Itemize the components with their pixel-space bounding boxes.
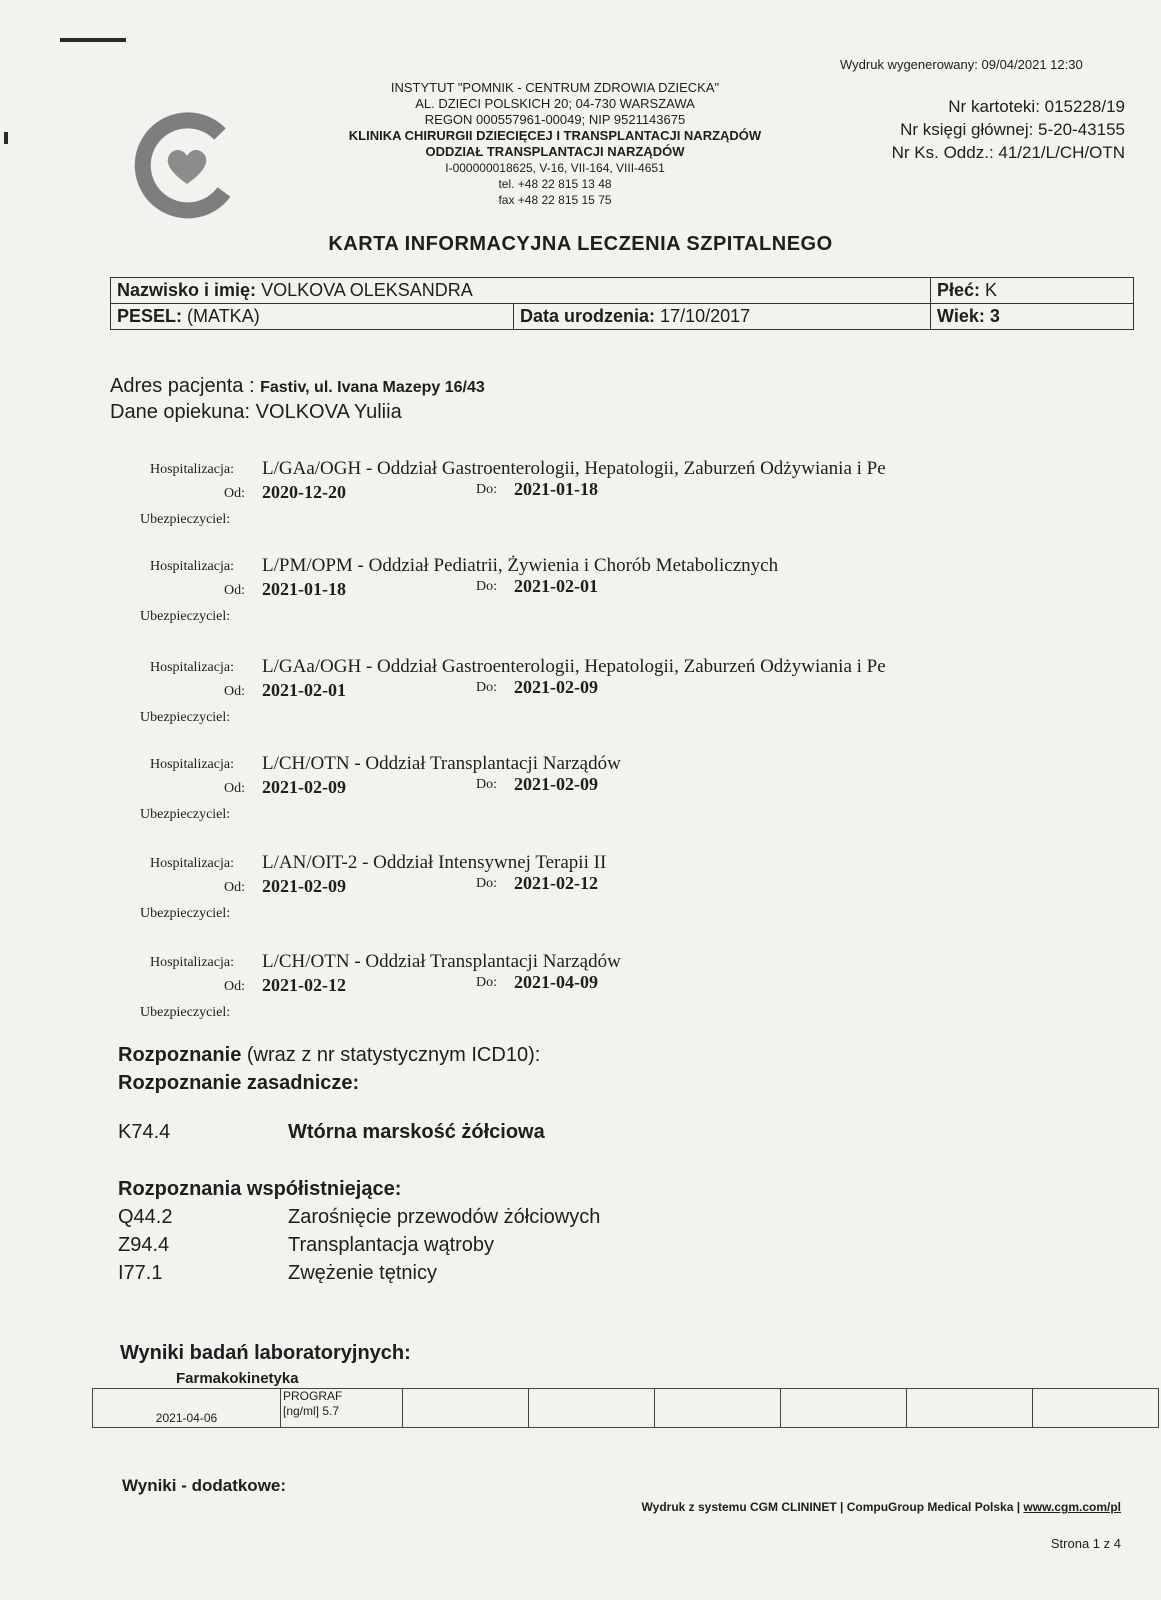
to-label: Do: [476,579,497,594]
diagnosis-name: Zwężenie tętnicy [288,1262,437,1284]
patient-name: VOLKOVA OLEKSANDRA [261,280,473,300]
diagnosis-name: Transplantacja wątroby [288,1234,495,1256]
hospitalization-label: Hospitalizacja: [150,462,234,477]
dob-cell [514,304,931,330]
registry-line: I-000000018625, V-16, VII-164, VIII-4651 [445,161,665,175]
sex-cell [931,278,1134,304]
to-label: Do: [476,876,497,891]
diagnosis-name: Wtórna marskość żółciowa [288,1121,545,1143]
insurer-label: Ubezpieczyciel: [140,906,231,921]
additional-results-heading: Wyniki - dodatkowe: [122,1476,287,1495]
sex-label: Płeć: [937,280,981,300]
insurer-label: Ubezpieczyciel: [140,512,231,527]
age-label: Wiek: [937,306,985,326]
patient-address-block [110,374,485,424]
lab-cell-empty [907,1389,1033,1428]
from-label: Od: [224,583,245,598]
footer-text: Wydruk z systemu CGM CLININET | CompuGroup Medical Polska | [641,1500,1024,1514]
hospitalization-entry [140,555,1050,649]
main-book-number: Nr księgi głównej: 5-20-43155 [900,120,1125,139]
to-label: Do: [476,975,497,990]
hospitalization-unit: L/PM/OPM - Oddział Pediatrii, Żywienia i Chorób Metabolicznych [262,555,779,576]
address-label: Adres pacjenta : [110,375,255,397]
pesel-label: PESEL: [117,306,183,326]
insurer-label: Ubezpieczyciel: [140,609,231,624]
to-label: Do: [476,680,497,695]
from-label: Od: [224,880,245,895]
patient-name-cell [111,278,931,304]
to-date: 2021-01-18 [514,479,598,499]
dob-value: 17/10/2017 [660,306,751,326]
diagnosis-heading [118,1044,540,1067]
clinic-line: KLINIKA CHIRURGII DZIECIĘCEJ I TRANSPLANTACJI NARZĄDÓW [348,128,762,143]
sex-value: K [985,280,998,300]
to-date: 2021-02-12 [514,873,598,893]
from-date: 2021-02-09 [262,876,346,896]
age-cell [931,304,1134,330]
file-number: Nr kartoteki: 015228/19 [948,97,1125,116]
pesel-value: (MATKA) [187,306,260,326]
print-timestamp: Wydruk wygenerowany: 09/04/2021 12:30 [840,57,1083,72]
from-label: Od: [224,684,245,699]
lab-result: [ng/ml] 5.7 [283,1404,340,1418]
hospitalization-unit: L/GAa/OGH - Oddział Gastroenterologii, Hepatologii, Zaburzeń Odżywiania i Pe [262,656,886,677]
from-date: 2020-12-20 [262,482,346,502]
from-label: Od: [224,486,245,501]
guardian-value: VOLKOVA Yuliia [255,401,402,423]
patient-info-table [110,277,1134,330]
from-date: 2021-02-09 [262,777,346,797]
to-label: Do: [476,777,497,792]
diagnosis-heading-rest: (wraz z nr statystycznym ICD10): [241,1044,541,1066]
scan-mark [60,38,126,42]
to-label: Do: [476,482,497,497]
institution-line: INSTYTUT "POMNIK - CENTRUM ZDROWIA DZIECKA" [390,80,720,95]
dob-label: Data urodzenia: [520,306,656,326]
hospitalization-entry [140,753,1050,847]
lab-parameter: PROGRAF [283,1389,343,1403]
ward-book-number: Nr Ks. Oddz.: 41/21/L/CH/OTN [891,143,1125,162]
patient-name-label: Nazwisko i imię: [117,280,257,300]
lab-date: 2021-04-06 [93,1389,281,1428]
guardian-label: Dane opiekuna: [110,401,251,423]
hospitalization-label: Hospitalizacja: [150,955,234,970]
hospitalization-entry [140,458,1050,552]
page-number: Strona 1 z 4 [1050,1536,1121,1551]
lab-cell-empty [655,1389,781,1428]
department-line: ODDZIAŁ TRANSPLANTACJI NARZĄDÓW [425,144,685,159]
record-numbers [892,95,1125,164]
diagnosis-heading-bold: Rozpoznanie [118,1044,242,1066]
icd-code: K74.4 [118,1121,171,1143]
hospitalization-unit: L/CH/OTN - Oddział Transplantacji Narządów [262,753,621,774]
system-footer [642,1500,1121,1514]
hospitalization-label: Hospitalizacja: [150,757,234,772]
hospitalization-entry [140,852,1050,946]
hospital-logo [132,112,242,222]
insurer-label: Ubezpieczyciel: [140,710,231,725]
hospitalization-unit: L/AN/OIT-2 - Oddział Intensywnej Terapii II [262,852,607,873]
phone-line: tel. +48 22 815 13 48 [498,177,612,191]
icd-code: Q44.2 [118,1206,173,1228]
from-date: 2021-02-01 [262,680,346,700]
from-date: 2021-02-12 [262,975,346,995]
diagnosis-name: Zarośnięcie przewodów żółciowych [288,1206,601,1228]
coexisting-diagnoses-heading: Rozpoznania współistniejące: [118,1178,402,1200]
from-label: Od: [224,781,245,796]
insurer-label: Ubezpieczyciel: [140,1005,231,1020]
icd-code: I77.1 [118,1262,163,1284]
hospitalization-label: Hospitalizacja: [150,856,234,871]
hospitalization-label: Hospitalizacja: [150,559,234,574]
hospitalization-entry [140,951,1050,1045]
from-date: 2021-01-18 [262,579,346,599]
lab-parameter-cell [281,1389,403,1428]
from-label: Od: [224,979,245,994]
to-date: 2021-02-09 [514,774,598,794]
lab-section-title: Farmakokinetyka [176,1370,299,1387]
lab-cell-empty [1033,1389,1159,1428]
footer-link[interactable]: www.cgm.com/pl [1023,1500,1121,1514]
hospitalization-unit: L/GAa/OGH - Oddział Gastroenterologii, Hepatologii, Zaburzeń Odżywiania i Pe [262,458,886,479]
pesel-cell [111,304,514,330]
age-value: 3 [989,306,1000,326]
institution-header [275,80,835,208]
lab-cell-empty [403,1389,529,1428]
lab-cell-empty [529,1389,655,1428]
fax-line: fax +48 22 815 15 75 [498,193,612,207]
institution-line: REGON 000557961-00049; NIP 9521143675 [424,112,686,127]
address-value: Fastiv, ul. Ivana Mazepy 16/43 [260,379,485,396]
document-title: KARTA INFORMACYJNA LECZENIA SZPITALNEGO [328,233,833,255]
lab-results-table [92,1388,1159,1428]
lab-cell-empty [781,1389,907,1428]
hospitalization-label: Hospitalizacja: [150,660,234,675]
lab-results-heading: Wyniki badań laboratoryjnych: [120,1342,411,1364]
hospitalization-entry [140,656,1050,750]
main-diagnosis-heading: Rozpoznanie zasadnicze: [118,1072,360,1094]
to-date: 2021-04-09 [514,972,598,992]
icd-code: Z94.4 [118,1234,170,1256]
scan-mark [4,132,8,144]
hospitalization-unit: L/CH/OTN - Oddział Transplantacji Narządów [262,951,621,972]
insurer-label: Ubezpieczyciel: [140,807,231,822]
institution-line: AL. DZIECI POLSKICH 20; 04-730 WARSZAWA [415,96,695,111]
to-date: 2021-02-09 [514,677,598,697]
to-date: 2021-02-01 [514,576,598,596]
